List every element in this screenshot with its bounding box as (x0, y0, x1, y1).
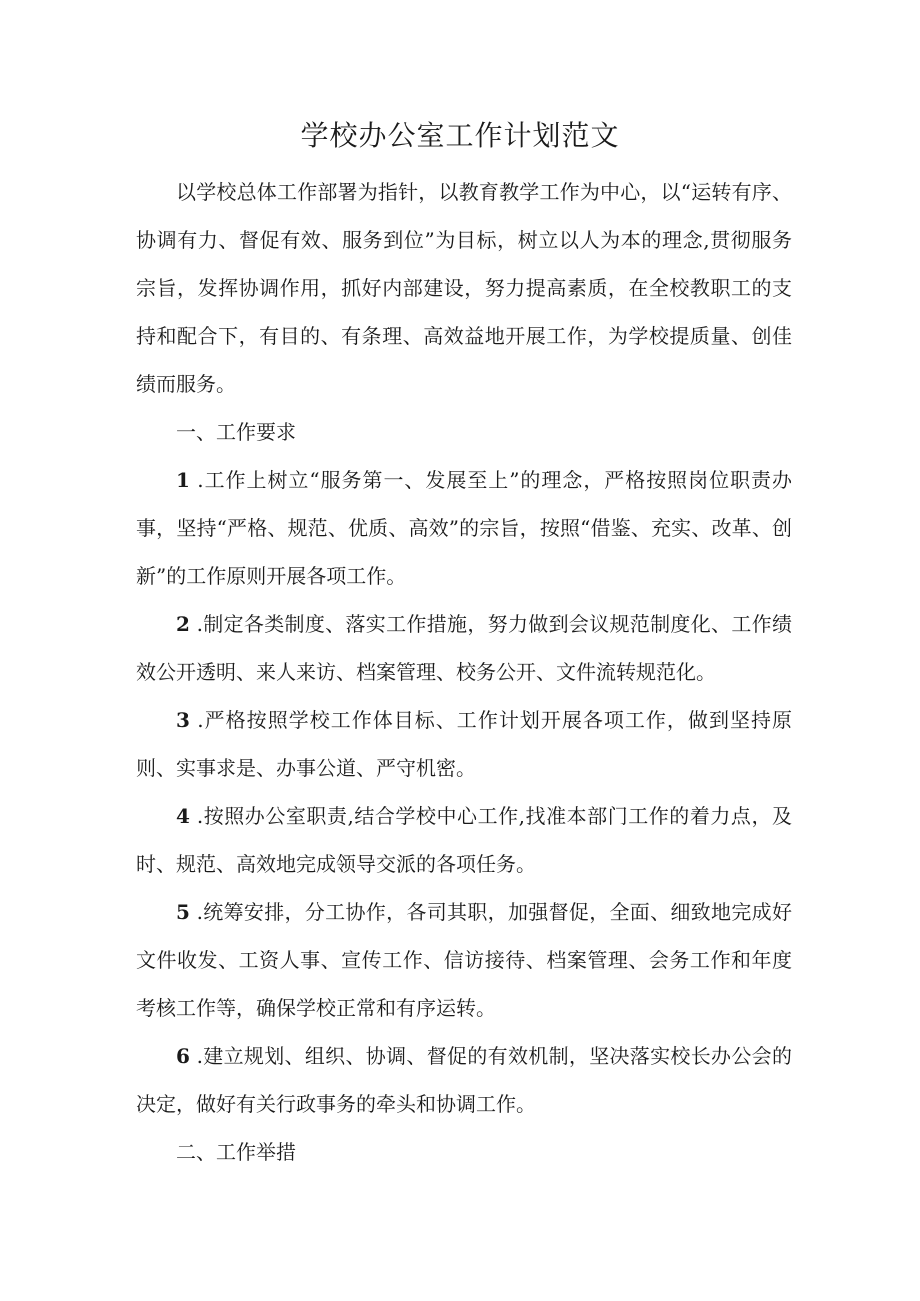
requirement-item-3 (136, 696, 792, 792)
document-title: 学校办公室工作计划范文 (300, 119, 620, 152)
item-text: .按照办公室职责,结合学校中心工作,找准本部门工作的着力点，及时、规范、高效地完成领导交派的各项任务。 (136, 804, 792, 876)
item-number: 4 (176, 804, 190, 828)
intro-paragraph: 以学校总体工作部署为指针，以教育教学工作为中心，以“运转有序、协调有力、督促有效、服务到位”为目标，树立以人为本的理念,贯彻服务宗旨，发挥协调作用，抓好内部建设，努力提高素质，在全校教职工的支持和配合下，有目的、有条理、高效益地开展工作，为学校提质量、创佳绩而服务。 (136, 180, 792, 396)
item-text: .建立规划、组织、协调、督促的有效机制，坚决落实校长办公会的决定，做好有关行政事务的牵头和协调工作。 (136, 1044, 792, 1116)
item-number: 3 (176, 708, 190, 732)
requirement-item-2 (136, 600, 792, 696)
item-number: 1 (176, 468, 190, 492)
requirement-item-5 (136, 888, 792, 1032)
item-text: .制定各类制度、落实工作措施，努力做到会议规范制度化、工作绩效公开透明、来人来访、档案管理、校务公开、文件流转规范化。 (136, 612, 792, 684)
item-text: .统筹安排，分工协作，各司其职，加强督促，全面、细致地完成好文件收发、工资人事、宣传工作、信访接待、档案管理、会务工作和年度考核工作等，确保学校正常和有序运转。 (136, 900, 792, 1020)
document-body (136, 168, 792, 1176)
requirement-item-1 (136, 456, 792, 600)
item-text: .严格按照学校工作体目标、工作计划开展各项工作，做到坚持原则、实事求是、办事公道、严守机密。 (136, 708, 792, 780)
requirement-item-4 (136, 792, 792, 888)
section-heading-measures: 二、工作举措 (176, 1140, 296, 1164)
item-number: 5 (176, 900, 190, 924)
item-number: 2 (176, 612, 190, 636)
section-heading-requirements: 一、工作要求 (176, 420, 296, 444)
item-text: .工作上树立“服务第一、发展至上”的理念，严格按照岗位职责办事，坚持“严格、规范、优质、高效”的宗旨，按照“借鉴、充实、改革、创新”的工作原则开展各项工作。 (136, 468, 792, 588)
requirement-item-6 (136, 1032, 792, 1128)
item-number: 6 (176, 1044, 190, 1068)
